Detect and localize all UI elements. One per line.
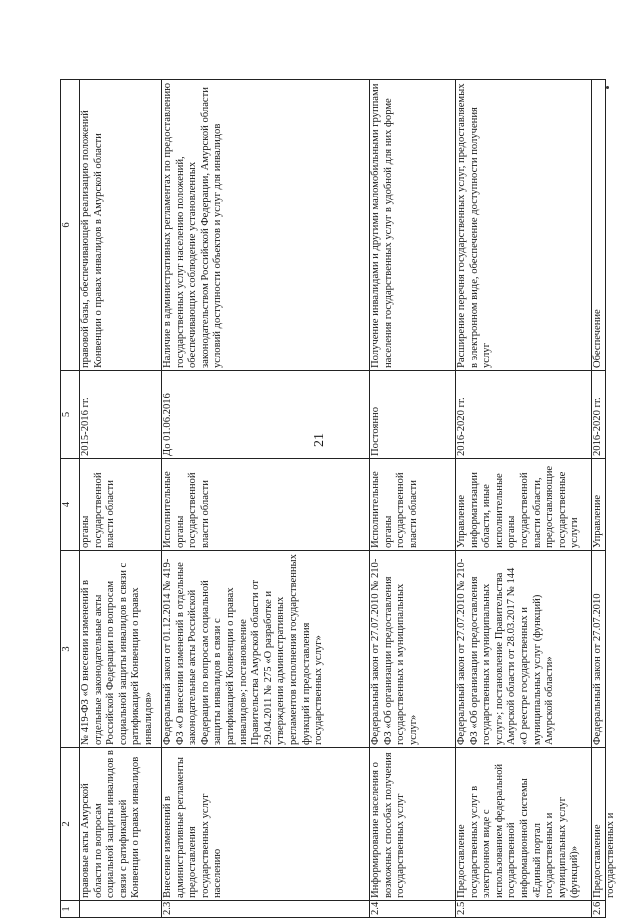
result-cell: правовой базы, обеспечивающей реализацию положений Конвенции о правах инвалидов в Амурской области xyxy=(80,80,162,371)
header-cell-6: 6 xyxy=(61,80,80,371)
page-number: 21 xyxy=(312,433,327,447)
result-cell: Расширение перечня государственных услуг, предоставляемых в электронном виде, обеспечение доступности получения услуг xyxy=(456,80,592,371)
header-cell-4: 4 xyxy=(61,459,80,551)
table-row xyxy=(370,80,456,918)
measure-cell: Информирование населения о возможных способах получения государственных услуг xyxy=(370,748,456,901)
executor-cell: Исполнительные органы государственной власти области xyxy=(370,459,456,551)
table-row xyxy=(162,80,370,918)
header-cell-3: 3 xyxy=(61,551,80,748)
table-row xyxy=(592,80,606,918)
term-cell: Постоянно xyxy=(370,371,456,459)
measure-cell: правовые акты Амурской области по вопросам социальной защиты инвалидов в связи с ратификацией Конвенции о правах инвалидов xyxy=(80,748,162,901)
measure-text: Предоставление государственных и xyxy=(592,812,616,898)
legal-basis-cell: № 419-ФЗ «О внесении изменений в отдельные законодательные акты Российской Федерации по вопросам социальной защиты инвалидов в связи с ратификацией Конвенции о правах инвалидов» xyxy=(80,551,162,748)
measure-cell: Внесение изменений в административные регламенты предоставления государственных услуг населению xyxy=(162,748,370,901)
measures-table-rotated xyxy=(60,80,616,918)
table-row xyxy=(456,80,592,918)
row-number: 2.4 xyxy=(370,901,456,918)
row-number: 2.5 xyxy=(456,901,592,918)
result-cell: Получение инвалидами и другими маломобильными группами населения государственных услуг в удобной для них форме xyxy=(370,80,456,371)
header-cell-1: 1 xyxy=(61,901,80,918)
table-header-row xyxy=(61,80,80,918)
term-cell: До 01.06.2016 xyxy=(162,371,370,459)
legal-basis-cell: Федеральный закон от 27.07.2010 № 210-ФЗ «Об организации предоставления государственных и муниципальных услуг»; постановление Правительства Амурской области от 28.03.2017 № 144 «О реестре государственных и муниципальных услуг (функций) Амурской области» xyxy=(456,551,592,748)
measure-cell xyxy=(592,748,616,901)
result-text: Обеспечение xyxy=(592,309,603,368)
table-row xyxy=(80,80,162,918)
measures-table xyxy=(60,79,616,918)
header-cell-5: 5 xyxy=(61,371,80,459)
header-cell-2: 2 xyxy=(61,748,80,901)
legal-basis-text: Федеральный закон от 27.07.2010 xyxy=(592,593,603,745)
executor-cell xyxy=(592,459,606,551)
row-number: 2.3 xyxy=(162,901,370,918)
legal-basis-cell: Федеральный закон от 01.12.2014 № 419-ФЗ «О внесении изменений в отдельные законодательные акты Российской Федерации по вопросам социальной защиты инвалидов в связи с ратификацией Конвенции о правах инвалидов»; постановление Правительства Амурской области от 29.04.2011 № 275 «О разработке и утверждении административных регламентов исполнения государственных функций и предоставления государственных услуг» xyxy=(162,551,370,748)
executor-cell: Управление информатизации области, иные исполнительные органы государственной власти области, предоставляющие государственные услуги xyxy=(456,459,592,551)
row-number xyxy=(80,901,162,918)
term-cell: 2015-2016 гг. xyxy=(80,371,162,459)
legal-basis-cell: Федеральный закон от 27.07.2010 № 210-ФЗ «Об организации предоставления государственных и муниципальных услуг» xyxy=(370,551,456,748)
measure-cell: Предоставление государственных услуг в электронном виде с использованием федеральной государственной информационной системы «Единый портал государственных и муниципальных услуг (функций)» xyxy=(456,748,592,901)
row-number xyxy=(592,901,606,918)
row-number-text: 2.6 xyxy=(592,901,603,915)
term-cell xyxy=(592,371,606,459)
result-cell: Наличие в административных регламентах по предоставлению государственных услуг населению положений, обеспечивающих соблюдение установленных законодательством Российской Федерации, Амурской области условий доступности объектов и услуг для инвалидов xyxy=(162,80,370,371)
executor-cell: органы государственной власти области xyxy=(80,459,162,551)
result-cell xyxy=(592,80,606,371)
term-cell: 2016-2020 гг. xyxy=(456,371,592,459)
legal-basis-cell xyxy=(592,551,606,748)
term-text: 2016-2020 гг. xyxy=(592,397,603,456)
executor-text: Управление xyxy=(592,494,603,548)
executor-cell: Исполнительные органы государственной власти области xyxy=(162,459,370,551)
